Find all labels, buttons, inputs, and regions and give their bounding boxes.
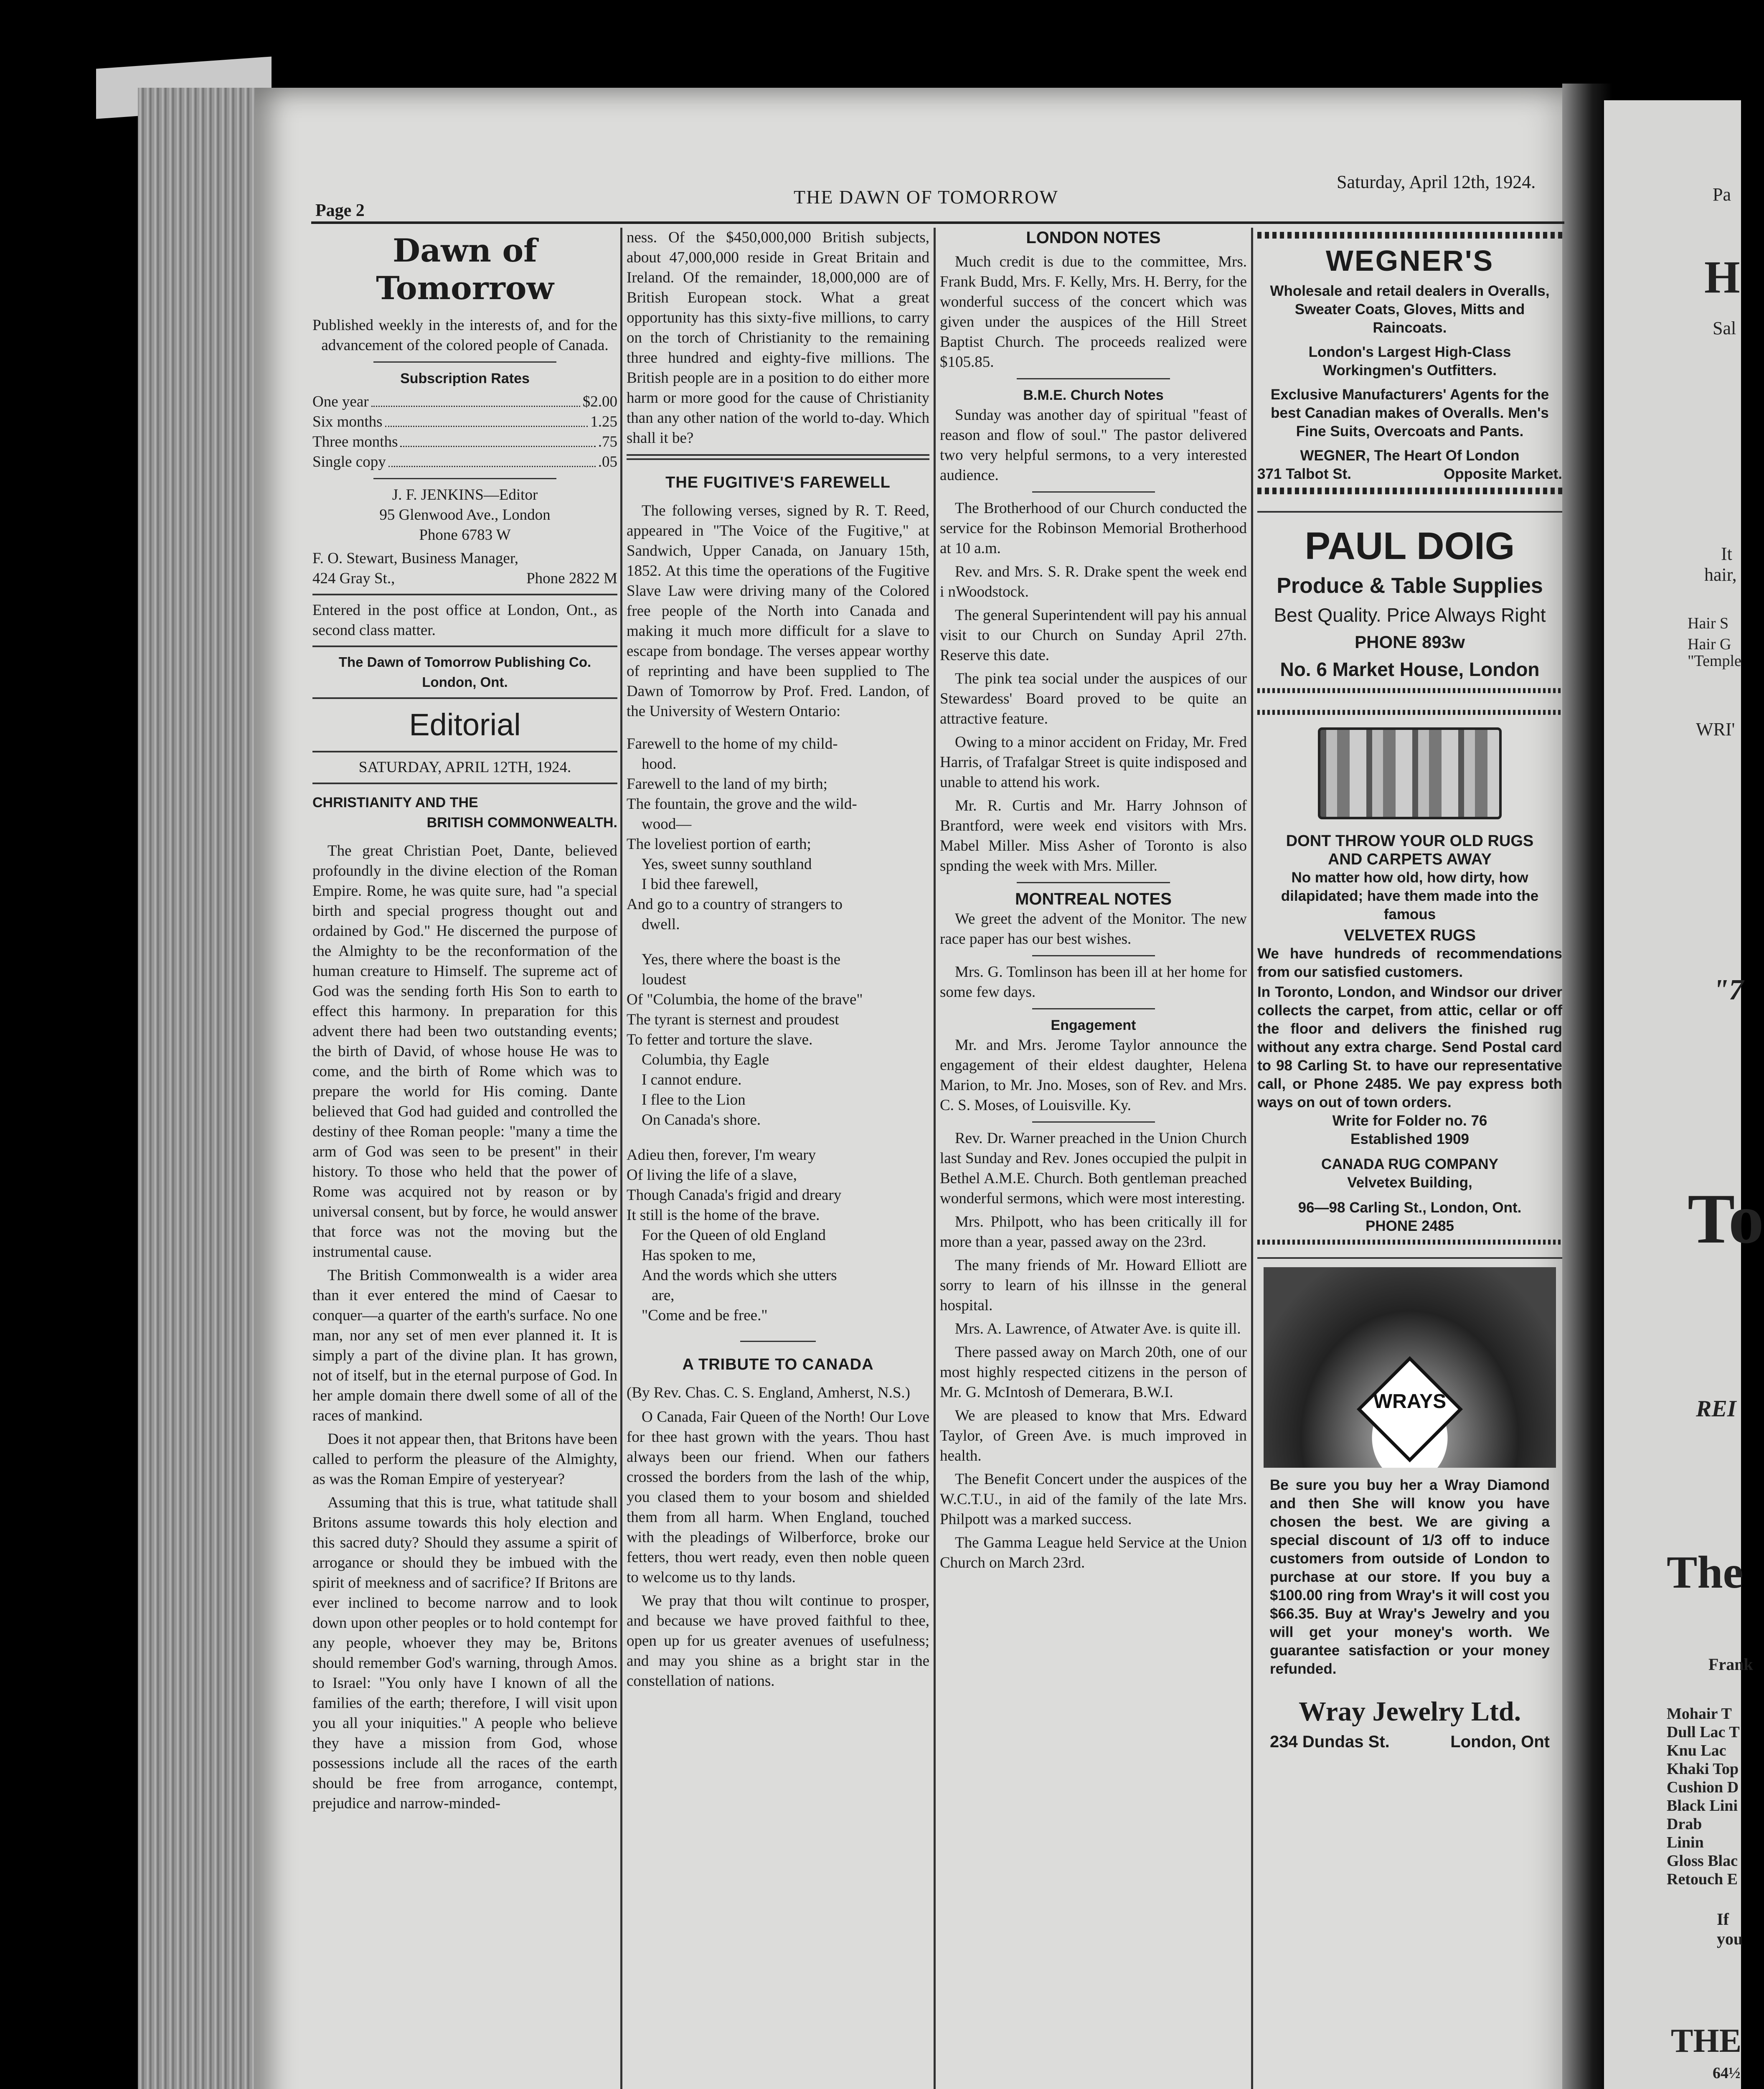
bme-item: Owing to a minor accident on Friday, Mr. Fred Harris, of Trafalgar Street is quite indisposed and unable to attend his work.: [940, 734, 1247, 791]
rate-row: Six months 1.25: [312, 412, 617, 432]
publisher-city: London, Ont.: [422, 674, 508, 690]
editor-name: J. F. JENKINS—Editor: [392, 486, 538, 503]
doig-address: No. 6 Market House, London: [1280, 658, 1540, 680]
montreal-item: Rev. Dr. Warner preached in the Union Church last Sunday and Rev. Jones occupied the pulpit in Bethel A.M.E. Church. Both gentleman preached wonderful sermons, which were most interesting.: [940, 1130, 1247, 1207]
wray-logo: WRAYS: [1373, 1390, 1447, 1413]
editorial-date: SATURDAY, APRIL 12TH, 1924.: [358, 759, 571, 776]
wegner-line: Wholesale and retail dealers in Overalls, Sweater Coats, Gloves, Mitts and Raincoats.: [1270, 283, 1550, 336]
montreal-item: The Benefit Concert under the auspices of the W.C.T.U., in aid of the family of the late Mrs. Philpott was a marked success.: [940, 1471, 1247, 1528]
doig-phone: PHONE 893w: [1355, 632, 1465, 652]
page-number: Page 2: [315, 201, 365, 220]
column-4-ads: [1257, 228, 1562, 1751]
rate-row: Single copy .05: [312, 452, 617, 472]
bme-item: The general Superintendent will pay his annual visit to our Church on Sunday April 27th. Reserve this date.: [940, 607, 1247, 664]
wegner-line: London's Largest High-Class Workingmen's Outfitters.: [1308, 344, 1511, 379]
facing-page-text: hair,: [1704, 564, 1737, 585]
editorial-title-line1: CHRISTIANITY AND THE: [312, 795, 478, 811]
diamond-sunburst-illustration: [1264, 1267, 1556, 1468]
facing-page-text: To: [1688, 1179, 1764, 1258]
wegner-location: Opposite Market.: [1444, 466, 1562, 482]
wray-ad: [1257, 1267, 1562, 1751]
rug-text: No matter how old, how dirty, how dilapidated; have them made into the famous: [1281, 869, 1539, 923]
montreal-item: Mrs. G. Tomlinson has been ill at her home for some few days.: [940, 963, 1247, 1001]
engagement-title: Engagement: [1051, 1017, 1136, 1033]
wray-address: 234 Dundas St.: [1270, 1733, 1390, 1751]
montreal-item: We greet the advent of the Monitor. The new race paper has our best wishes.: [940, 910, 1247, 948]
running-title: THE DAWN OF TOMORROW: [794, 186, 1058, 208]
wegner-line: WEGNER, The Heart Of London: [1300, 447, 1520, 464]
bme-item: Mr. R. Curtis and Mr. Harry Johnson of Brantford, were week end visitors with Mrs. Mabel Miller. Miss Asher of Toronto is also spnding the week with Mrs. Miller.: [940, 797, 1247, 874]
fugitive-intro: The following verses, signed by R. T. Reed, appeared in "The Voice of the Fugitive," at Sandwich, Upper Canada, on January 15th, 1852. At this time the operations of the Fugitive Slave Law were driving many of the Colored free people of the North into Canada and making it much more difficult for a slave to escape from bondage. The verses appear worthy of reprinting and have been supplied to The Dawn of Tomorrow by Prof. Fred. Landon, of the University of Western Ontario:: [627, 502, 929, 720]
masthead-tagline: Published weekly in the interests of, and for the advancement of the colored people of Canada.: [312, 317, 617, 354]
tribute-paragraph: We pray that thou wilt continue to prosper, and because we have proved faithful to thee, open up for us greater avenues of usefulness; and may you shine as a bright star in the constellation of nations.: [627, 1592, 929, 1690]
manager-address: 424 Gray St.,: [312, 570, 395, 587]
rug-address: 96—98 Carling St., London, Ont.: [1298, 1200, 1522, 1216]
rug-brand: VELVETEX RUGS: [1343, 927, 1476, 944]
rug-company: CANADA RUG COMPANY: [1321, 1156, 1498, 1172]
facing-page-text: Sal: [1713, 318, 1736, 338]
masthead-title: Dawn of Tomorrow: [376, 232, 554, 307]
book-binding-edge: [138, 88, 263, 2089]
editorial-title-line2: BRITISH COMMONWEALTH.: [426, 815, 617, 831]
wegner-line: Exclusive Manufacturers' Agents for the best Canadian makes of Overalls. Men's Fine Suits, Overcoats and Pants.: [1270, 386, 1549, 440]
editorial-paragraph: Assuming that this is true, what tatitude shall Britons assume towards this holy election and this sacred duty? Should they assume a spirit of arrogance or should they be imbued with the spirit of meekness and of sacrifice? If Britons are ever inclined to become narrow and to look down upon other peoples or to hold contempt for any people, whoever they may be, Britons should remember God's warning, through Amos. to Israel: "You only have I known of all the families of the earth; therefore, I will visit upon you all your iniquities." A people who believe they have a mission from God, whose possessions include all the races of the earth should be free from arrogance, contempt, prejudice and narrow-minded-: [312, 1494, 617, 1812]
facing-page-text: Frank: [1708, 1655, 1753, 1674]
doig-name: PAUL DOIG: [1305, 525, 1515, 567]
subscription-heading: Subscription Rates: [400, 371, 530, 386]
rug-illustration: [1318, 727, 1502, 819]
postal-entry: Entered in the post office at London, Ont., as second class matter.: [312, 602, 617, 639]
rug-folder: Write for Folder no. 76: [1332, 1113, 1487, 1129]
column-divider: [620, 228, 622, 2089]
rug-phone: PHONE 2485: [1365, 1218, 1454, 1234]
column-2: [627, 228, 929, 1695]
tribute-byline: (By Rev. Chas. C. S. England, Amherst, N.S.): [627, 1384, 911, 1401]
montreal-item: Mr. and Mrs. Jerome Taylor announce the engagement of their eldest daughter, Helena Marion, to Mr. Jno. Moses, son of Rev. and Mrs. C. S. Moses, of Louisville. Ky.: [940, 1037, 1247, 1114]
montreal-item: Mrs. Philpott, who has been critically ill for more than a year, passed away on the 23rd.: [940, 1213, 1247, 1250]
editor-phone: Phone 6783 W: [419, 526, 511, 544]
wray-text: Be sure you buy her a Wray Diamond and then She will know you have chosen the best. We are giving a special discount of 1/3 off to induce customers from outside of London to purchase at our store. If you buy a $100.00 ring from Wray's it will cost you $66.35. Buy at Wray's Jewelry and you will get your money's worth. We guarantee satisfaction or your money refunded.: [1270, 1477, 1550, 1677]
issue-date: Saturday, April 12th, 1924.: [1337, 172, 1536, 192]
header-rule: [311, 221, 1564, 224]
poem-stanza: Farewell to the home of my child- hood. Farewell to the land of my birth; The fountain, the grove and the wild- wood— The loveliest portion of earth; Yes, sweet sunny southland I bid thee farewell, And go to a country of strangers to dwell.: [627, 735, 857, 933]
rug-headline: DONT THROW YOUR OLD RUGS: [1286, 832, 1534, 850]
facing-page-text: Hair G: [1688, 635, 1731, 653]
editorial-heading: Editorial: [409, 707, 521, 742]
rug-headline: AND CARPETS AWAY: [1327, 851, 1492, 868]
montreal-item: The Gamma League held Service at the Union Church on March 23rd.: [940, 1534, 1247, 1571]
editorial-paragraph: The British Commonwealth is a wider area than it ever entered the mind of Caesar to conquer—a quarter of the earth's surface. No one man, nor any set of men ever planned it. It is simply a part of the divine plan. It has grown, not of itself, but in the eternal purpose of God. In her ample domain there dwell some of all of the races of mankind.: [312, 1267, 617, 1424]
rate-row: Three months .75: [312, 432, 617, 452]
wegner-name: WEGNER'S: [1325, 244, 1494, 277]
editorial-paragraph: Does it not appear then, that Britons have been called to perform the pleasure of the Almighty, as was the Roman Empire of yesteryear?: [312, 1431, 617, 1488]
montreal-item: The many friends of Mr. Howard Elliott are sorry to learn of his illnsse in the general hospital.: [940, 1257, 1247, 1314]
column-1: [312, 228, 617, 1817]
fugitive-title: THE FUGITIVE'S FAREWELL: [665, 474, 891, 491]
rug-text: We have hundreds of recommendations from our satisfied customers.: [1257, 945, 1562, 980]
manager-name: F. O. Stewart, Business Manager,: [312, 550, 518, 567]
facing-page-text: Pa: [1713, 184, 1731, 205]
poem-stanza: Adieu then, forever, I'm weary Of living the life of a slave, Though Canada's frigid and dreary It still is the home of the brave. For the Queen of old England Has spoken to me, And the words which she utters are, "Come and be free.": [627, 1146, 842, 1324]
facing-page-text: The: [1667, 1547, 1744, 1598]
bme-item: Sunday was another day of spiritual "feast of reason and flow of soul." The pastor delivered two very helpful sermons, to a very interested audience.: [940, 407, 1247, 484]
bme-item: The Brotherhood of our Church conducted the service for the Robinson Memorial Brotherhood at 10 a.m.: [940, 500, 1247, 557]
facing-page-text: It: [1721, 544, 1732, 564]
editor-address: 95 Glenwood Ave., London: [379, 506, 551, 524]
facing-page-text: THE: [1671, 2023, 1741, 2059]
rug-building: Velvetex Building,: [1347, 1174, 1472, 1191]
montreal-item: We are pleased to know that Mrs. Edward Taylor, of Green Ave. is much improved in health.: [940, 1407, 1247, 1464]
facing-page-text: "Temple: [1688, 652, 1741, 670]
rate-row: One year $2.00: [312, 392, 617, 412]
london-notes-title: LONDON NOTES: [1026, 229, 1161, 247]
wray-name: Wray Jewelry Ltd.: [1298, 1696, 1521, 1727]
facing-page-text: H: [1704, 252, 1740, 302]
london-paragraph: Much credit is due to the committee, Mrs. Frank Budd, Mrs. F. Kelly, Mrs. H. Berry, for the wonderful success of the concert which was given under the auspices of the Hill Street Baptist Church. The proceeds realized were $105.85.: [940, 253, 1247, 371]
doig-ad: [1257, 521, 1562, 693]
wegner-ad: [1257, 232, 1562, 494]
column-divider: [1251, 228, 1253, 2089]
montreal-notes-title: MONTREAL NOTES: [1015, 890, 1172, 908]
column-3: [940, 228, 1247, 1576]
facing-page-text: 64½: [1713, 2064, 1741, 2082]
tribute-paragraph: O Canada, Fair Queen of the North! Our Love for thee hast grown with the years. Thou hast always been our friend. When our fathers crossed the borders from the lash of the whip, you clased them to your bosom and shielded them from all harm. When England, touched with the pleadings of Wilberforce, broke our fetters, thou wert ready, even then noble queen to welcome us to thy lands.: [627, 1408, 929, 1586]
rug-established: Established 1909: [1350, 1131, 1470, 1147]
montreal-item: Mrs. A. Lawrence, of Atwater Ave. is quite ill.: [955, 1320, 1241, 1337]
editorial-continued: ness. Of the $450,000,000 British subjects, about 47,000,000 reside in Great Britain and Ireland. Of the remainder, 18,000,000 are of British European stock. What a great opportunity has this sixty-five millions, to carry on the torch of Christianity to the remaining three hundred and eighty-five millions. The British people are in a position to do either more harm or more good for the cause of Christianity than any other nation of the world to-day. Which shall it be?: [627, 229, 929, 447]
facing-page-text: REI: [1696, 1396, 1736, 1422]
bme-item: The pink tea social under the auspices of our Stewardess' Board proved to be quite an attractive feature.: [940, 670, 1247, 727]
facing-page-list: Mohair T Dull Lac T Knu Lac Khaki Top Cushion D Black Lini Drab Linin Gloss Blac Retouch E: [1667, 1705, 1740, 1888]
facing-page-text: "7: [1713, 974, 1744, 1006]
wray-city: London, Ont: [1450, 1733, 1550, 1751]
editorial-paragraph: The great Christian Poet, Dante, believed profoundly in the divine election of the Roman Empire. Rome, he was quite sure, had "a special birth and special progress thought out and ordained by God." He discerned the purpose of the Almighty to be the reconformation of the human creature to Himself. The supreme act of God was the sending forth His Son to earth to effect this harmony. In preparation for this advent there had been two outstanding events; the birth of David, of whose house He was to come, and the birth of Rome which was to prepare the world for His coming. Dante believed that God had guided and controlled the destiny of thee Roman people: "many a time the arm of God was seen to be present" in their history. To those who held that the power of Rome was acquired not by reason or by universal consent, but by force, he would answer that force was not the moving but the instrumental cause.: [312, 842, 617, 1261]
facing-page-text: If you: [1717, 1910, 1743, 1948]
tribute-title: A TRIBUTE TO CANADA: [682, 1356, 874, 1373]
doig-slogan: Best Quality. Price Always Right: [1274, 604, 1546, 626]
rug-ad: [1257, 727, 1562, 1245]
rug-text: In Toronto, London, and Windsor our driver collects the carpet, from attic, cellar or off the floor and delivers the finished rug without any extra charge. Send Postal card to 98 Carling St. to have our representative call, or Phone 2485. We pay express both ways on out of town orders.: [1257, 984, 1562, 1111]
manager-phone: Phone 2822 M: [526, 570, 617, 587]
doig-line: Produce & Table Supplies: [1277, 574, 1543, 598]
publisher-name: The Dawn of Tomorrow Publishing Co.: [338, 654, 591, 670]
facing-page-text: Hair S: [1688, 615, 1729, 632]
bme-item: Rev. and Mrs. S. R. Drake spent the week end i nWoodstock.: [940, 563, 1247, 600]
wegner-address: 371 Talbot St.: [1257, 466, 1351, 482]
bme-notes-title: B.M.E. Church Notes: [1023, 387, 1164, 403]
column-divider: [934, 228, 936, 2089]
poem-stanza: Yes, there where the boast is the loudest Of "Columbia, the home of the brave" The tyrant is sternest and proudest To fetter and torture the slave. Columbia, thy Eagle I cannot endure. I flee to the Lion On Canada's shore.: [627, 951, 863, 1128]
montreal-item: There passed away on March 20th, one of our most highly respected citizens in the person of Mr. G. McIntosh of Demerara, B.W.I.: [940, 1344, 1247, 1401]
facing-page-text: WRI': [1696, 719, 1735, 740]
rates-list: [312, 392, 617, 472]
